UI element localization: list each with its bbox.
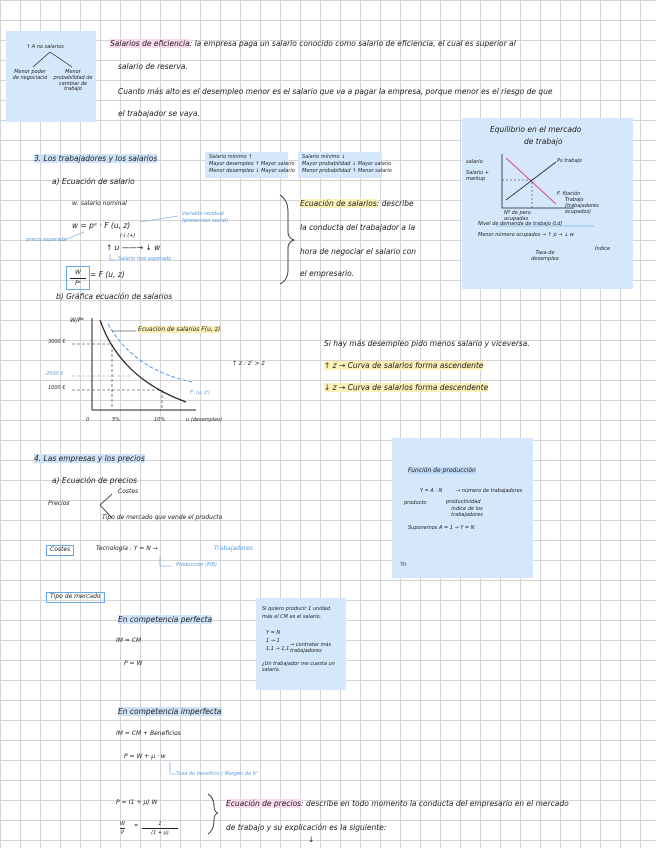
- precios-tipo-mercado: Tipo de mercado que vende el producto: [102, 514, 223, 521]
- eq-ps-label: Ps trabajo: [557, 158, 582, 164]
- imperfect-competition-title: En competencia imperfecta: [118, 707, 222, 716]
- min-wage-box-2-line2: Menor probabilidad ↑ Menor salario: [302, 168, 392, 174]
- eq-tasa: Tasa de desempleo: [531, 250, 559, 262]
- unemployment-wage-arrow: ↑ u ——→ ↓ w: [106, 243, 161, 252]
- real-wage-rhs: = F (u, z): [90, 270, 125, 279]
- production-index: índice de los trabajadores: [451, 506, 483, 518]
- tree-note-right: Menor probabilidad de cambiar de trabajo: [53, 69, 93, 93]
- eq-y-markup: Salario + markup: [466, 170, 489, 182]
- competition-note-2: más el CM es el salario.: [262, 614, 322, 620]
- tree-note-title: ↑ A no salarios: [26, 44, 64, 50]
- wage-chart-xtick-5: 5%: [112, 417, 120, 423]
- wage-price-fraction-left: [120, 820, 125, 837]
- eq-fijacion: F. fijación: [557, 191, 581, 197]
- frac-1: 1: [142, 820, 178, 829]
- eq-y-salary: salario: [466, 159, 483, 165]
- frac-w: W: [120, 821, 125, 827]
- costes-box: Costes: [46, 545, 74, 556]
- wage-chart-ytick-3000: 3000 €: [48, 339, 66, 345]
- wage-chart-xtick-10: 10%: [154, 417, 166, 423]
- equilibrium-title-2: de trabajo: [524, 137, 563, 146]
- efficiency-line-2: salario de reserva.: [118, 62, 188, 71]
- chart-note-2: ↑ z → Curva de salarios forma ascendente: [324, 361, 484, 370]
- imperfect-im-cm: IM = CM + Beneficios: [116, 730, 181, 737]
- expected-price-label: precio esperado: [26, 237, 67, 243]
- wage-chart-ylabel: W/Pᵉ: [70, 317, 85, 324]
- efficiency-body-1: : la empresa paga un salario conocido como salario de eficiencia, el cual es superior al: [189, 39, 516, 48]
- wage-desc-line-4: el empresario.: [300, 269, 355, 278]
- wage-equation-signs: (-) (+): [120, 233, 136, 239]
- chart-note-3: ↓ z → Curva de salarios forma descendente: [324, 383, 489, 392]
- wage-variable-residual: Variable residual: [182, 211, 224, 217]
- frac-p: P: [120, 830, 124, 836]
- tecnologia-line: Tecnología : Y = N →: [96, 545, 158, 552]
- wage-price-fraction-right: [142, 820, 178, 837]
- eq-workers: Trabajo (trabajadores ocupados): [565, 197, 599, 215]
- production-number: → número de trabajadores: [456, 488, 523, 494]
- section-3a-heading: a) Ecuación de salario: [52, 177, 135, 186]
- competition-note-4: 1 → 1: [266, 638, 280, 644]
- efficiency-line-3: Cuanto más alto es el desempleo menor es el salario que va a pagar la empresa, porque menor es el riesgo de que: [118, 87, 553, 96]
- chart-note-1: Si hay más desempleo pido menos salario y viceversa.: [324, 339, 530, 348]
- min-wage-box-2-title: Salario mínimo ↓: [302, 154, 346, 160]
- wage-chart-title: Ecuación de salarios F(u, z): [138, 326, 221, 333]
- eq-indice: Índice: [595, 246, 611, 252]
- wage-chart-xtick-0: 0: [86, 417, 90, 423]
- tipo-mercado-box: Tipo de mercado: [46, 592, 105, 603]
- imperfect-p-w-mu: P = W + μ · w: [124, 753, 166, 760]
- wage-nominal-def: w: salario nominal: [72, 200, 127, 207]
- production-producto: producto: [404, 500, 427, 506]
- frac-equals: =: [134, 823, 139, 829]
- eq-employment: Nº de pers. ocupadas: [504, 210, 533, 222]
- competition-note-3: Y = N: [266, 630, 281, 636]
- eq-line-a: Nivel de demanda de trabajo (Ld): [478, 221, 563, 227]
- min-wage-box-1-title: Salario mínimo ↑: [209, 154, 253, 160]
- production-footer: Yo: [400, 561, 407, 568]
- wage-equation: w = pᵉ · F (u, z): [72, 221, 131, 230]
- eq-line-b: Menor número ocupados → ↑ p → ↓ w: [478, 232, 574, 238]
- down-arrow-icon: ↓: [308, 835, 315, 844]
- precios-root: Precios: [48, 500, 70, 507]
- wage-chart-ytick-2000: 2000 €: [46, 371, 64, 377]
- real-wage-frac-bottom: Pᵉ: [74, 280, 82, 287]
- wage-chart-series-2: F' (u, z'): [190, 390, 211, 396]
- wage-chart-z-note: ↑ z : z' > z: [232, 360, 265, 367]
- perfect-p-w: P = W: [124, 660, 143, 667]
- wage-variable-residual-2: (protección social): [182, 218, 229, 224]
- precios-costes: Costes: [118, 488, 139, 495]
- wage-desc-line-2: la conducta del trabajador a la: [300, 223, 416, 232]
- tecnologia-produccion: Producción (PIB): [176, 562, 217, 568]
- production-title: Función de producción: [408, 467, 476, 474]
- real-wage-frac-top: W: [70, 268, 86, 279]
- price-formula: P = (1 + μ) W: [116, 799, 158, 806]
- production-supuestos: Suponemos A = 1 → Y = N: [408, 525, 475, 531]
- production-formula: Y = A · N: [420, 488, 443, 494]
- real-wage-label: Salario real esperado: [118, 256, 172, 262]
- efficiency-title: Salarios de eficiencia: [110, 39, 190, 48]
- price-eq-desc-2: de trabajo y su explicación es la siguiente:: [226, 823, 387, 832]
- perfect-im-cm: IM = CM: [116, 637, 142, 644]
- wage-chart-xlabel: u (desempleo): [186, 417, 223, 423]
- perfect-competition-title: En competencia perfecta: [118, 615, 213, 624]
- efficiency-line-4: el trabajador se vaya.: [118, 109, 200, 118]
- section-3-heading: 3. Los trabajadores y los salarios: [34, 154, 158, 163]
- min-wage-box-1-line1: Mayor desempleo ↑ Mayor salario: [209, 161, 295, 167]
- competition-note-1: Si quiero producir 1 unidad: [262, 606, 330, 612]
- production-productividad: productividad: [446, 499, 481, 505]
- price-eq-desc-1: Ecuación de precios: describe en todo momento la conducta del empresario en el mercado: [226, 799, 569, 808]
- section-4-heading: 4. Las empresas y los precios: [34, 454, 145, 463]
- section-4a-heading: a) Ecuación de precios: [52, 476, 137, 485]
- min-wage-box-1-line2: Menor desempleo ↓ Mayor salario: [209, 168, 295, 174]
- wage-desc-line-1: Ecuación de salarios: describe: [300, 199, 414, 208]
- tecnologia-trabajadores: Trabajadores: [214, 545, 253, 552]
- tasa-beneficio: Tasa de beneficio / Margen de bᵒ: [176, 771, 258, 777]
- min-wage-box-2-line1: Mayor probabilidad ↓ Mayor salario: [302, 161, 392, 167]
- equilibrium-title-1: Equilibrio en el mercado: [490, 125, 582, 134]
- section-3b-heading: b) Gráfica ecuación de salarios: [56, 292, 173, 301]
- competition-note-7: ¿Un trabajador me cuesta un salario.: [262, 661, 335, 673]
- frac-1-mu: (1 + μ): [151, 830, 169, 836]
- wage-desc-line-3: hora de negociar el salario con: [300, 247, 417, 256]
- wage-chart-ytick-1000: 1000 €: [48, 385, 66, 391]
- competition-note-5: 1,1 → 1,1: [266, 646, 290, 652]
- tree-note-left: Menor poder de negociació: [12, 69, 48, 81]
- competition-note-6: → contratar más trabajadores: [290, 642, 332, 654]
